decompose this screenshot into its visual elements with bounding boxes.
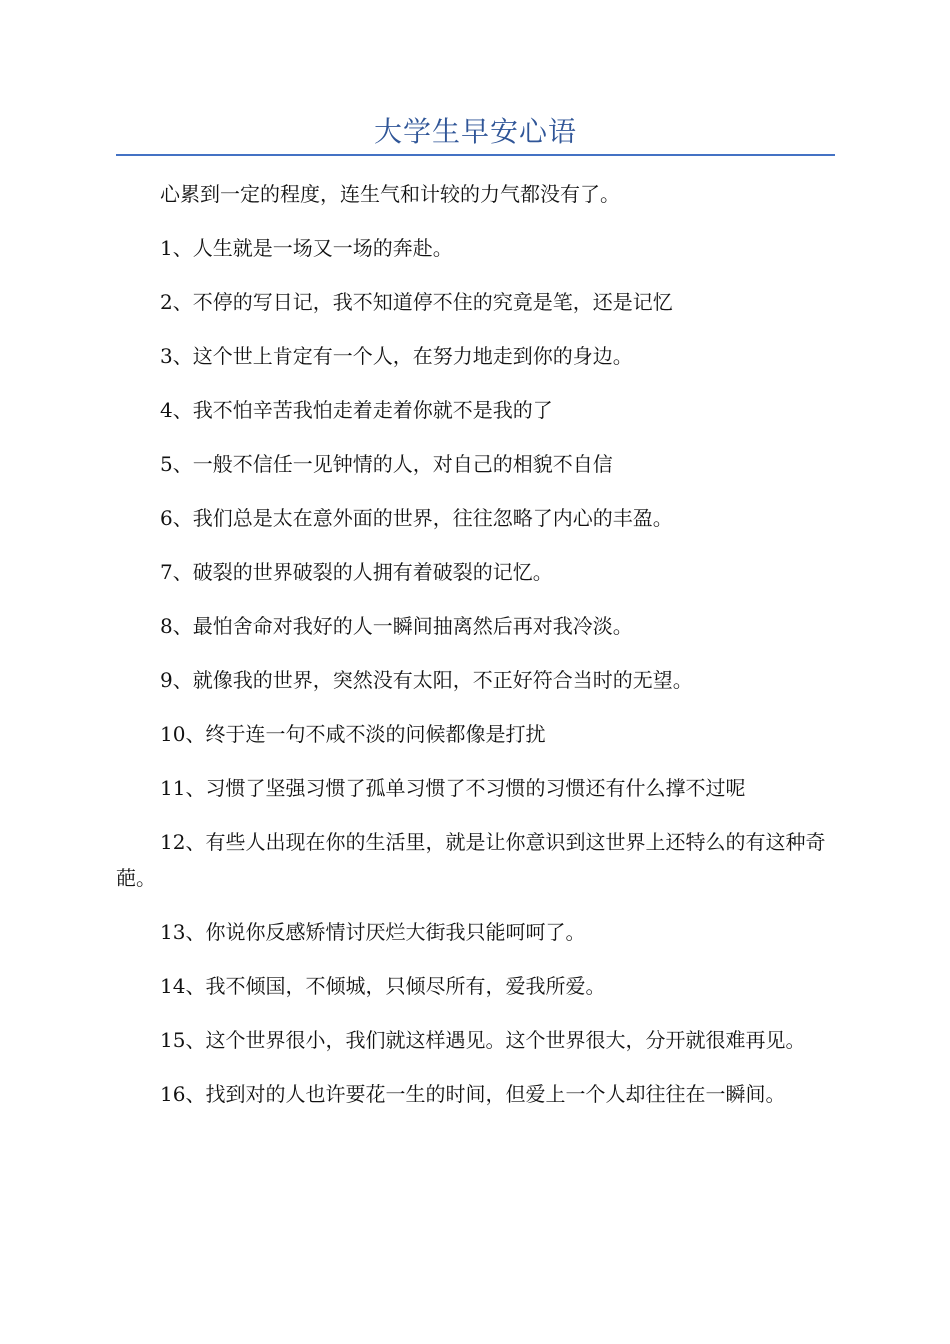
paragraph: 13、你说你反感矫情讨厌烂大街我只能呵呵了。 [160, 920, 586, 944]
paragraph: 12、有些人出现在你的生活里，就是让你意识到这世界上还特么的有这种奇葩。 [116, 830, 826, 890]
paragraph: 11、习惯了坚强习惯了孤单习惯了不习惯的习惯还有什么撑不过呢 [160, 776, 746, 800]
title-underline [116, 154, 835, 156]
paragraph: 2、不停的写日记，我不知道停不住的究竟是笔，还是记忆 [160, 290, 673, 314]
paragraph: 7、破裂的世界破裂的人拥有着破裂的记忆。 [160, 560, 553, 584]
document-body [116, 176, 835, 1130]
paragraph: 4、我不怕辛苦我怕走着走着你就不是我的了 [160, 398, 553, 422]
paragraph: 14、我不倾国，不倾城，只倾尽所有，爱我所爱。 [160, 974, 606, 998]
paragraph: 8、最怕舍命对我好的人一瞬间抽离然后再对我冷淡。 [160, 614, 633, 638]
paragraph: 1、人生就是一场又一场的奔赴。 [160, 236, 453, 260]
paragraph: 6、我们总是太在意外面的世界，往往忽略了内心的丰盈。 [160, 506, 673, 530]
paragraph: 10、终于连一句不咸不淡的问候都像是打扰 [160, 722, 546, 746]
paragraph: 心累到一定的程度，连生气和计较的力气都没有了。 [160, 182, 620, 206]
paragraph: 5、一般不信任一见钟情的人，对自己的相貌不自信 [160, 452, 613, 476]
paragraph: 3、这个世上肯定有一个人，在努力地走到你的身边。 [160, 344, 633, 368]
document-title: 大学生早安心语 [373, 115, 577, 148]
paragraph: 16、找到对的人也许要花一生的时间，但爱上一个人却往往在一瞬间。 [160, 1082, 786, 1106]
paragraph: 9、就像我的世界，突然没有太阳，不正好符合当时的无望。 [160, 668, 693, 692]
paragraph: 15、这个世界很小，我们就这样遇见。这个世界很大，分开就很难再见。 [160, 1028, 806, 1052]
